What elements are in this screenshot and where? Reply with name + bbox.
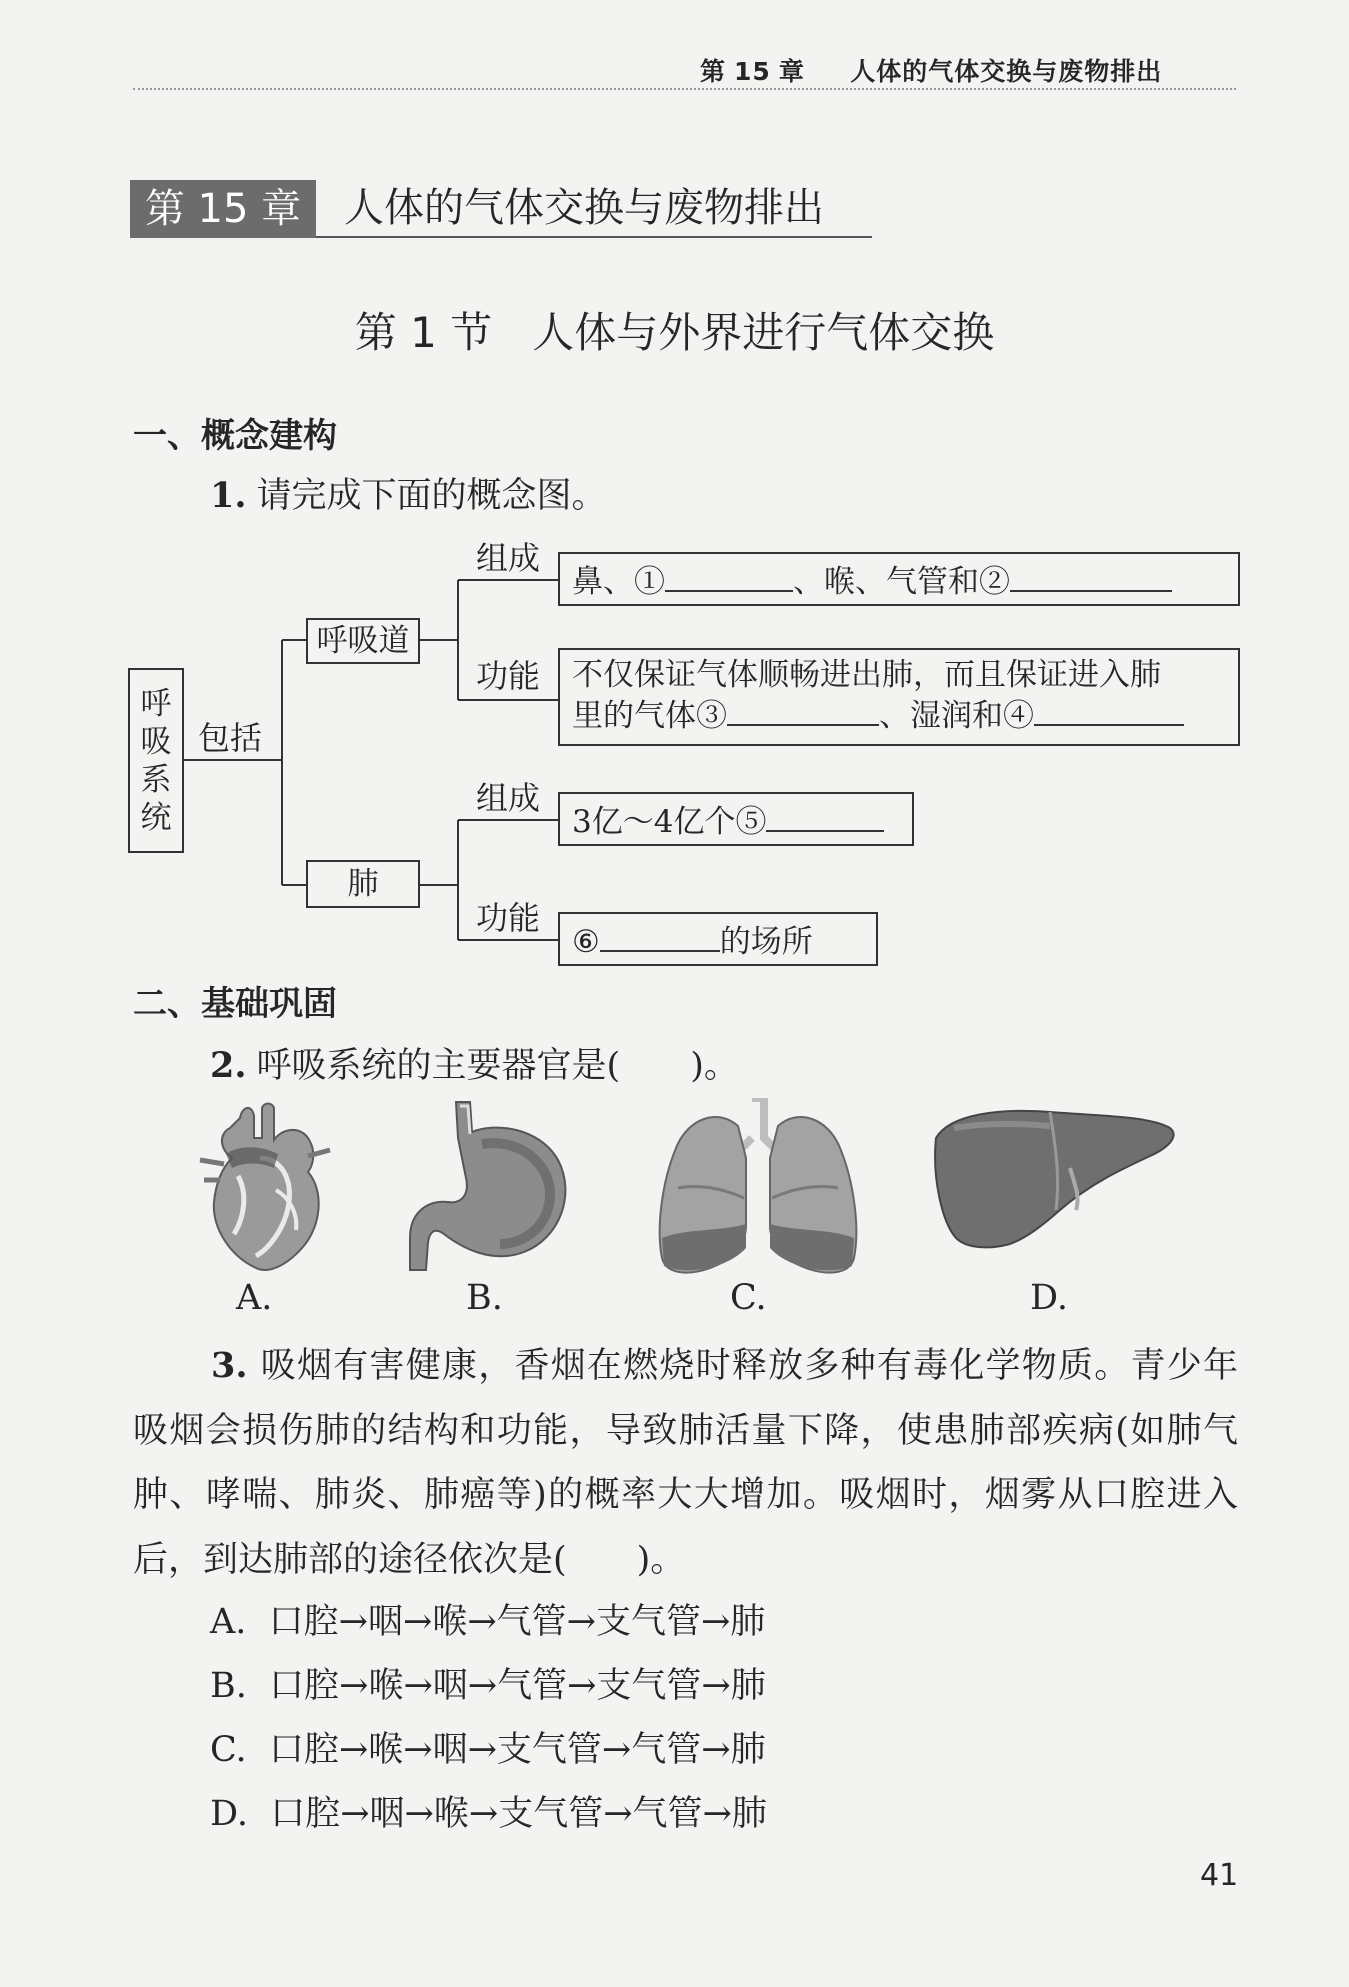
- running-header: [700, 52, 1162, 88]
- q3-option-d[interactable]: [210, 1794, 767, 1834]
- lung-compose-label: 组成: [476, 779, 541, 817]
- section-name: 人体与外界进行气体交换: [532, 308, 995, 357]
- page-number: 41: [1200, 1858, 1239, 1893]
- lung-function-text-a: ⑥: [572, 924, 600, 960]
- blank-3[interactable]: [727, 694, 879, 726]
- blank-1[interactable]: [665, 560, 793, 592]
- airway-function-label: 功能: [476, 657, 541, 695]
- airway-compose-text-b: 、喉、气管和②: [793, 564, 1010, 600]
- concept-root-char: 统: [140, 799, 172, 836]
- lung-compose-box: [558, 792, 914, 846]
- chapter-title-underline: [316, 236, 872, 238]
- blank-2[interactable]: [1010, 560, 1172, 592]
- running-header-chapter-suffix: 章: [778, 57, 805, 86]
- airway-label: 呼吸道: [316, 623, 410, 659]
- question-3-number: 3.: [211, 1345, 248, 1386]
- q3-option-b-text: 口腔→喉→咽→气管→支气管→肺: [269, 1666, 766, 1706]
- airway-function-line1: 不仅保证气体顺畅进出肺，而且保证进入肺: [572, 657, 1161, 693]
- q3-option-a[interactable]: [210, 1602, 765, 1642]
- airway-compose-label: 组成: [476, 539, 541, 577]
- q2-option-c[interactable]: C.: [730, 1278, 767, 1318]
- q3-option-b-label: B.: [210, 1666, 247, 1706]
- q3-option-a-text: 口腔→咽→喉→气管→支气管→肺: [268, 1602, 766, 1642]
- lung-function-box: [558, 912, 878, 966]
- airway-function-text-b: 、湿润和④: [879, 698, 1034, 734]
- blank-5[interactable]: [766, 800, 884, 832]
- q2-option-b[interactable]: B.: [466, 1278, 503, 1318]
- chapter-title: 人体的气体交换与废物排出: [344, 185, 824, 231]
- stomach-icon[interactable]: [400, 1098, 580, 1278]
- liver-icon[interactable]: [930, 1098, 1180, 1258]
- question-1-number: 1.: [210, 475, 247, 516]
- part2-heading: 二、基础巩固: [133, 984, 337, 1024]
- lungs-icon[interactable]: [648, 1098, 868, 1278]
- question-2-text: 呼吸系统的主要器官是( )。: [256, 1046, 739, 1086]
- part1-heading: 一、概念建构: [133, 416, 337, 456]
- section-title: [0, 300, 1349, 360]
- airway-function-text-a: 里的气体③: [572, 698, 727, 734]
- q2-option-d[interactable]: D.: [1030, 1278, 1068, 1318]
- blank-6[interactable]: [600, 920, 720, 952]
- question-3-text: 吸烟有害健康，香烟在燃烧时释放多种有毒化学物质。青少年吸烟会损伤肺的结构和功能，导致肺活量下降，使患肺部疾病(如肺气肿、哮喘、肺炎、肺癌等)的概率大大增加。吸烟时，烟雾从口腔进入后，到达肺部的途径依次是( )。: [133, 1346, 1238, 1580]
- question-2-number: 2.: [210, 1045, 247, 1086]
- concept-root-char: 吸: [140, 723, 172, 760]
- q3-option-d-text: 口腔→咽→喉→支气管→气管→肺: [270, 1794, 767, 1834]
- q3-option-c-text: 口腔→喉→咽→支气管→气管→肺: [268, 1730, 766, 1770]
- lung-compose-text: 3亿～4亿个⑤: [572, 804, 767, 840]
- q3-option-c[interactable]: [210, 1730, 766, 1770]
- question-3: [133, 1334, 1238, 1592]
- q3-option-b[interactable]: [210, 1666, 766, 1706]
- concept-root-box: [128, 668, 184, 853]
- q2-option-a[interactable]: A.: [236, 1278, 273, 1318]
- blank-4[interactable]: [1034, 694, 1184, 726]
- airway-function-box: [558, 648, 1240, 746]
- include-label: 包括: [198, 719, 263, 757]
- section-label: 第 1 节: [354, 308, 493, 357]
- lung-function-text-b: 的场所: [719, 924, 813, 960]
- q3-option-a-label: A.: [210, 1602, 247, 1642]
- lung-box: [306, 860, 420, 908]
- question-1-text: 请完成下面的概念图。: [256, 476, 607, 516]
- running-header-chapter-prefix: 第: [700, 57, 727, 86]
- concept-root-char: 呼: [140, 685, 172, 722]
- question-2: [210, 1046, 739, 1086]
- question-1: [210, 476, 607, 516]
- running-header-chapter-title: 人体的气体交换与废物排出: [850, 57, 1163, 86]
- header-divider: [133, 88, 1236, 90]
- heart-icon[interactable]: [190, 1098, 340, 1278]
- concept-root-char: 系: [140, 761, 172, 798]
- q3-option-c-label: C.: [210, 1730, 247, 1770]
- q3-option-d-label: D.: [210, 1794, 248, 1834]
- running-header-chapter-number: 15: [734, 57, 771, 86]
- chapter-badge: 第 15 章: [130, 180, 316, 238]
- lung-function-label: 功能: [476, 899, 541, 937]
- lung-label: 肺: [347, 866, 379, 902]
- airway-compose-box: [558, 552, 1240, 606]
- airway-compose-text-a: 鼻、①: [572, 564, 665, 600]
- airway-box: [306, 618, 420, 664]
